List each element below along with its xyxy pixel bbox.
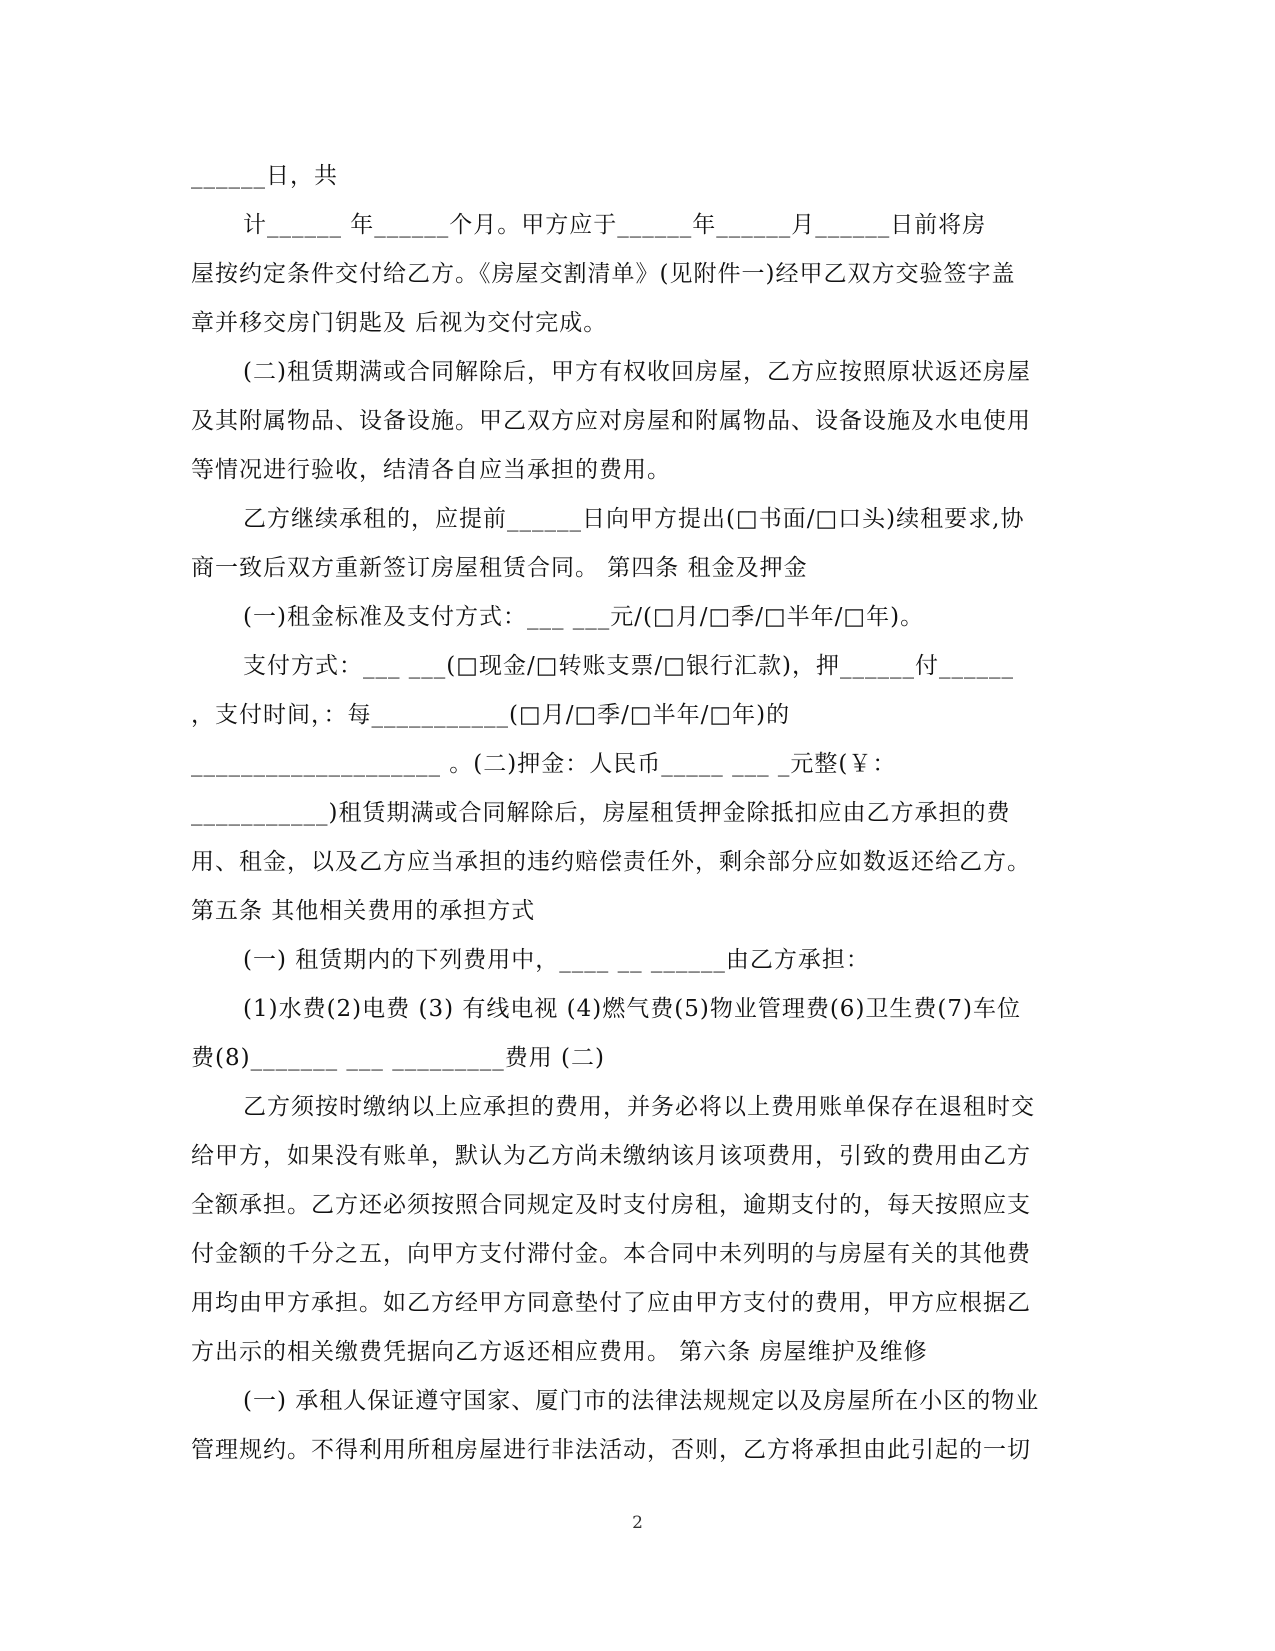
section-heading: 第五条 其他相关费用的承担方式 <box>191 898 536 924</box>
text-line: 方出示的相关缴费凭据向乙方返还相应费用。 第六条 房屋维护及维修 <box>191 1339 928 1365</box>
text-line: ____________________ 。(二)押金：人民币_____ ___ _元整(￥： <box>191 751 897 777</box>
text-line: 给甲方，如果没有账单，默认为乙方尚未缴纳该月该项费用，引致的费用由乙方 <box>191 1143 1031 1169</box>
text-line: 用均由甲方承担。如乙方经甲方同意垫付了应由甲方支付的费用，甲方应根据乙 <box>191 1290 1031 1316</box>
document-body <box>191 152 1081 1475</box>
text-line: 付金额的千分之五，向甲方支付滞付金。本合同中未列明的与房屋有关的其他费 <box>191 1241 1031 1267</box>
text-line: 乙方继续承租的，应提前______日向甲方提出(□书面/□口头)续租要求,协 <box>243 506 1025 532</box>
text-line: 乙方须按时缴纳以上应承担的费用，并务必将以上费用账单保存在退租时交 <box>243 1094 1035 1120</box>
text-line: 等情况进行验收，结清各自应当承担的费用。 <box>191 457 671 483</box>
text-line: 屋按约定条件交付给乙方。《房屋交割清单》(见附件一)经甲乙双方交验签字盖 <box>191 261 1016 287</box>
text-line: 及其附属物品、设备设施。甲乙双方应对房屋和附属物品、设备设施及水电使用 <box>191 408 1031 434</box>
text-line: (1)水费(2)电费 (3) 有线电视 (4)燃气费(5)物业管理费(6)卫生费(7)车位 <box>243 996 1021 1022</box>
text-line: ，支付时间，：每___________(□月/□季/□半年/□年)的 <box>191 702 791 728</box>
text-line: 计______ 年______个月。甲方应于______年______月______日前将房 <box>243 212 987 238</box>
page-number: 2 <box>632 1513 643 1533</box>
text-line: (二)租赁期满或合同解除后，甲方有权收回房屋，乙方应按照原状返还房屋 <box>243 359 1031 385</box>
text-line: 费(8)_______ ___ _________费用 (二) <box>191 1045 605 1071</box>
text-line: (一) 租赁期内的下列费用中，____ __ ______由乙方承担： <box>243 947 870 973</box>
text-line: 支付方式：___ ___(□现金/□转账支票/□银行汇款)，押______付______ <box>243 653 1014 679</box>
text-line: (一)租金标准及支付方式：___ ___元/(□月/□季/□半年/□年)。 <box>243 604 925 630</box>
text-line: 全额承担。乙方还必须按照合同规定及时支付房租，逾期支付的，每天按照应支 <box>191 1192 1031 1218</box>
text-line: 管理规约。不得利用所租房屋进行非法活动，否则，乙方将承担由此引起的一切 <box>191 1437 1031 1463</box>
text-line: 章并移交房门钥匙及 后视为交付完成。 <box>191 310 608 336</box>
text-line: ___________)租赁期满或合同解除后，房屋租赁押金除抵扣应由乙方承担的费 <box>191 800 1011 826</box>
text-line: ______日，共 <box>191 163 338 189</box>
text-line: 商一致后双方重新签订房屋租赁合同。 第四条 租金及押金 <box>191 555 808 581</box>
text-line: (一) 承租人保证遵守国家、厦门市的法律法规规定以及房屋所在小区的物业 <box>243 1388 1040 1414</box>
text-line: 用、租金，以及乙方应当承担的违约赔偿责任外，剩余部分应如数返还给乙方。 <box>191 849 1031 875</box>
